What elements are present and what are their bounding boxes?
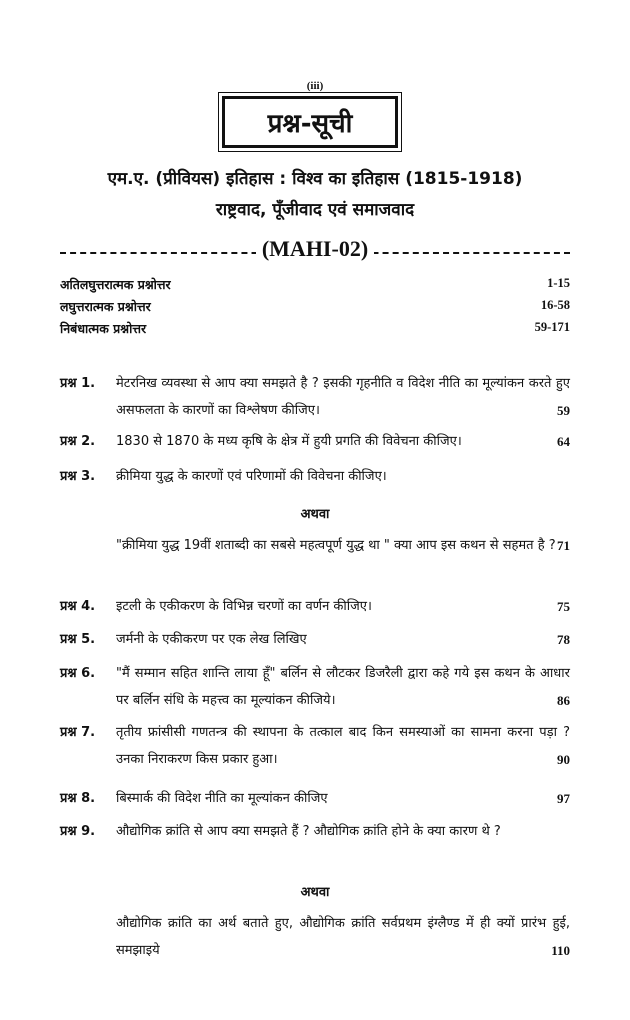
page-number: (iii) <box>306 80 324 92</box>
question-label: प्रश्न 9. <box>60 824 96 839</box>
toc-pages: 1-15 <box>547 276 570 290</box>
question-item <box>60 428 570 455</box>
athva-heading: अथवा <box>300 885 330 900</box>
question-item <box>60 370 570 424</box>
toc-pages: 59-171 <box>534 320 570 334</box>
question-page: 90 <box>557 752 570 767</box>
question-text: बिस्मार्क की विदेश नीति का मूल्यांकन कीजिए <box>116 791 328 806</box>
alternate-question-page: 71 <box>557 538 570 553</box>
alternate-question-text: औद्योगिक क्रांति का अर्थ बताते हुए, औद्योगिक क्रांति सर्वप्रथम इंग्लैण्ड में ही क्यों प्रारंभ हुई, समझाइये <box>116 916 570 958</box>
question-item <box>60 593 570 620</box>
question-text: "मैं सम्मान सहित शान्ति लाया हूँ" बर्लिन से लौटकर डिजरैली द्वारा कहे गये इस कथन के आधार पर बर्लिन संधि के महत्त्व का मूल्यांकन कीजिये। <box>116 666 570 708</box>
question-label: प्रश्न 1. <box>60 376 96 391</box>
question-text: मेटरनिख व्यवस्था से आप क्या समझते है ? इसकी गृहनीति व विदेश नीति का मूल्यांकन करते हुए असफलता के कारणों का विश्लेषण कीजिए। <box>116 376 570 418</box>
question-text: क्रीमिया युद्ध के कारणों एवं परिणामों की विवेचना कीजिए। <box>116 469 387 484</box>
question-page: 64 <box>557 434 570 449</box>
question-page: 97 <box>557 791 570 806</box>
question-label: प्रश्न 4. <box>60 599 96 614</box>
question-item <box>60 463 570 490</box>
question-item <box>60 626 570 653</box>
question-page: 75 <box>557 599 570 614</box>
question-label: प्रश्न 8. <box>60 791 96 806</box>
toc-pages: 16-58 <box>540 298 570 312</box>
toc-label: लघुत्तरात्मक प्रश्नोत्तर <box>60 299 151 314</box>
question-text: इटली के एकीकरण के विभिन्न चरणों का वर्णन कीजिए। <box>116 599 372 614</box>
question-label: प्रश्न 7. <box>60 725 96 740</box>
toc-label: निबंधात्मक प्रश्नोत्तर <box>60 321 147 336</box>
question-page: 86 <box>557 693 570 708</box>
question-label: प्रश्न 2. <box>60 434 96 449</box>
question-text: तृतीय फ्रांसीसी गणतन्त्र की स्थापना के तत्काल बाद किन समस्याओं का सामना करना पड़ा ? उनका निराकरण किस प्रकार हुआ। <box>116 725 570 767</box>
alternate-question-page: 110 <box>551 943 570 958</box>
question-page: 59 <box>557 403 570 418</box>
question-item <box>60 660 570 714</box>
athva-heading: अथवा <box>300 507 330 522</box>
question-text: 1830 से 1870 के मध्य कृषि के क्षेत्र में हुयी प्रगति की विवेचना कीजिए। <box>116 434 462 449</box>
subtitle-line-2: राष्ट्रवाद, पूँजीवाद एवं समाजवाद <box>215 200 415 220</box>
question-page: 78 <box>557 632 570 647</box>
page-title: प्रश्न-सूची <box>267 109 353 139</box>
question-label: प्रश्न 5. <box>60 632 96 647</box>
question-label: प्रश्न 3. <box>60 469 96 484</box>
question-item <box>60 818 570 845</box>
question-text: जर्मनी के एकीकरण पर एक लेख लिखिए <box>116 632 307 647</box>
toc-label: अतिलघुत्तरात्मक प्रश्नोत्तर <box>60 277 171 292</box>
toc-row <box>60 320 570 337</box>
subtitle-line-1: एम.ए. (प्रीवियस) इतिहास : विश्व का इतिहास (1815-1918) <box>107 169 523 189</box>
alternate-question <box>116 910 570 964</box>
question-text: औद्योगिक क्रांति से आप क्या समझते हैं ? औद्योगिक क्रांति होने के क्या कारण थे ? <box>116 824 501 839</box>
toc-row <box>60 298 570 315</box>
toc-row <box>60 276 570 293</box>
question-item <box>60 785 570 812</box>
question-label: प्रश्न 6. <box>60 666 96 681</box>
question-item <box>60 719 570 773</box>
alternate-question <box>116 532 570 559</box>
alternate-question-text: "क्रीमिया युद्ध 19वीं शताब्दी का सबसे महत्वपूर्ण युद्ध था " क्या आप इस कथन से सहमत है ? <box>116 538 556 553</box>
title-box <box>222 96 398 148</box>
course-code: (MAHI-02) <box>0 236 630 262</box>
